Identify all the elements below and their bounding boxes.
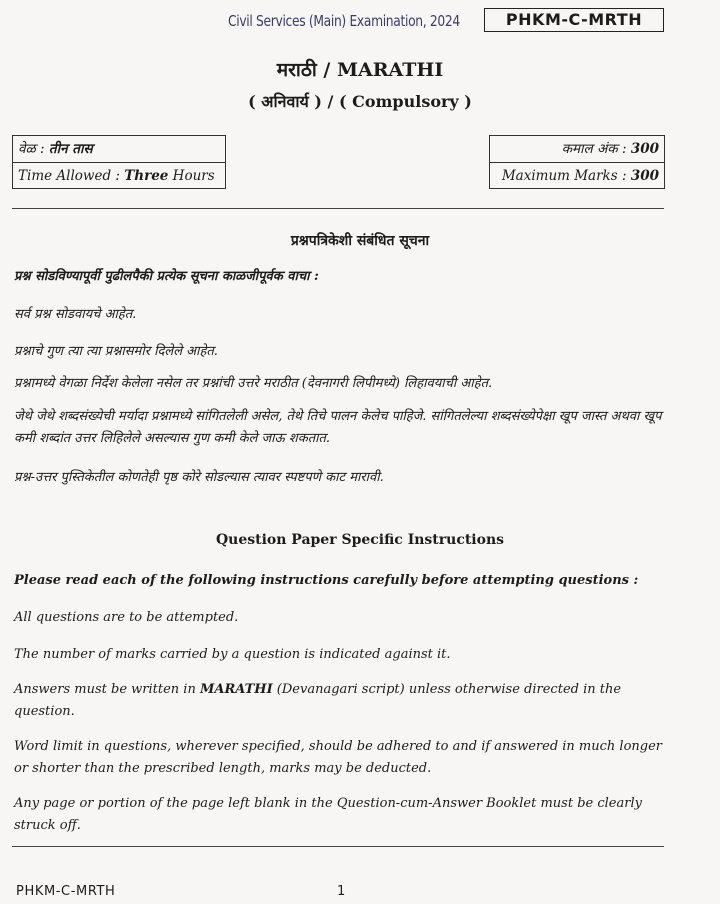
time-english-label: Time Allowed : <box>18 168 125 184</box>
marathi-instruction-2: प्रश्नाचे गुण त्या त्या प्रश्नासमोर दिलेले आहेत. <box>14 344 218 359</box>
answers-language: MARATHI <box>199 682 273 697</box>
maximum-marks-box <box>489 135 665 189</box>
marks-marathi-row <box>490 136 664 162</box>
bottom-divider <box>12 846 664 847</box>
paper-code-box: PHKM-C-MRTH <box>484 8 664 32</box>
top-divider <box>12 208 664 209</box>
marks-marathi-label: कमाल अंक : <box>561 141 631 157</box>
marathi-instructions-heading: प्रश्नपत्रिकेशी संबंधित सूचना <box>290 233 430 249</box>
time-allowed-box <box>12 135 226 189</box>
marathi-instruction-3: प्रश्नामध्ये वेगळा निर्देश केलेला नसेल तर प्रश्नांची उत्तरे मराठीत (देवनागरी लिपीमध्ये) लिहावयाची आहेत. <box>14 376 493 391</box>
english-instruction-2: The number of marks carried by a question is indicated against it. <box>14 647 451 662</box>
marathi-instruction-5: प्रश्न-उत्तर पुस्तिकेतील कोणतेही पृष्ठ कोरे सोडल्यास त्यावर स्पष्टपणे काट मारावी. <box>14 470 384 485</box>
paper-type: ( अनिवार्य ) / ( Compulsory ) <box>248 92 472 111</box>
marks-english-label: Maximum Marks : <box>501 168 631 184</box>
english-instructions-intro: Please read each of the following instructions carefully before attempting questions : <box>14 573 639 588</box>
marathi-instruction-4: जेथे जेथे शब्दसंख्येची मर्यादा प्रश्नामध्ये सांगितलेली असेल, तेथे तिचे पालन केलेच पाहिजे. सांगितलेल्या शब्दसंख्येपेक्षा खूप जास्त अथवा खूप कमी शब्दांत उत्तर लिहिलेले असल्यास गुण कमी केले जाऊ शकतात. <box>14 409 662 446</box>
marks-marathi-value: 300 <box>630 141 659 157</box>
english-instruction-5: Any page or portion of the page left blank in the Question-cum-Answer Booklet must be clearly struck off. <box>14 796 642 833</box>
time-marathi-row <box>13 136 225 162</box>
time-english-value: Three <box>124 168 169 184</box>
english-instruction-4: Word limit in questions, wherever specified, should be adhered to and if answered in much longer or shorter than the prescribed length, marks may be deducted. <box>14 739 663 776</box>
marks-english-row <box>490 162 664 189</box>
english-instruction-1: All questions are to be attempted. <box>14 610 239 625</box>
marathi-instruction-1: सर्व प्रश्न सोडवायचे आहेत. <box>14 307 137 322</box>
time-marathi-value: तीन तास <box>48 141 93 157</box>
time-english-unit: Hours <box>168 168 215 184</box>
footer-paper-code: PHKM-C-MRTH <box>16 884 116 899</box>
marathi-instructions-intro: प्रश्न सोडविण्यापूर्वी पुढीलपैकी प्रत्येक सूचना काळजीपूर्वक वाचा : <box>14 269 319 284</box>
answers-text-before: Answers must be written in <box>14 682 200 697</box>
exam-name: Civil Services (Main) Examination, 2024 <box>228 12 460 30</box>
time-english-row <box>13 162 225 189</box>
subject-title: मराठी / MARATHI <box>276 59 444 81</box>
english-instructions-heading: Question Paper Specific Instructions <box>215 532 505 548</box>
answers-text-after: (Devanagari script) unless otherwise directed in the question. <box>14 682 622 719</box>
marks-english-value: 300 <box>630 168 659 184</box>
english-instruction-3 <box>14 679 666 723</box>
time-marathi-label: वेळ : <box>18 141 49 157</box>
page-number: 1 <box>337 884 346 899</box>
